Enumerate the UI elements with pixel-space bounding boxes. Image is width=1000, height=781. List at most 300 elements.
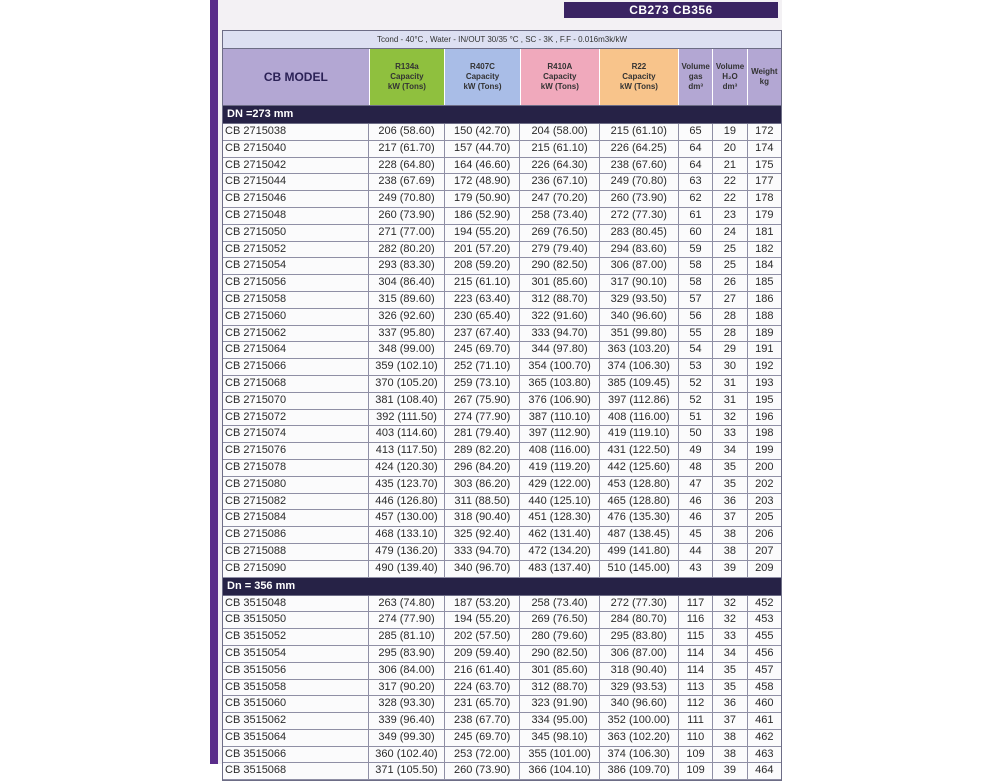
cell-volume-h2o: 21: [713, 158, 747, 174]
table-row: [223, 747, 781, 764]
cell-volume-h2o: 36: [713, 696, 747, 712]
cell-model: CB 2715074: [223, 426, 369, 442]
header-r22: R22 Capacity kW (Tons): [600, 49, 679, 105]
cell-r410a: 301 (85.60): [520, 275, 599, 291]
cell-r407c: 215 (61.10): [445, 275, 521, 291]
cell-r22: 363 (103.20): [600, 342, 679, 358]
cell-model: CB 2715090: [223, 561, 369, 577]
header-r410a: R410A Capacity kW (Tons): [521, 49, 600, 105]
cell-r134a: 403 (114.60): [369, 426, 445, 442]
cell-weight: 198: [755, 427, 774, 440]
table-row: [223, 158, 781, 175]
cell-r410a: 397 (112.90): [520, 426, 599, 442]
cell-r134a: 360 (102.40): [369, 747, 445, 763]
table-row: [223, 141, 781, 158]
cell-r407c: 267 (75.90): [445, 393, 521, 409]
cell-volume-gas: 46: [679, 494, 713, 510]
cell-r407c: 253 (72.00): [445, 747, 521, 763]
cell-volume-gas: 48: [679, 460, 713, 476]
cell-volume-h2o: 28: [713, 309, 747, 325]
cell-volume-gas: 112: [679, 696, 713, 712]
cell-r410a: 301 (85.60): [520, 663, 599, 679]
cell-r410a: 322 (91.60): [520, 309, 599, 325]
cell-r134a: 249 (70.80): [369, 191, 445, 207]
cell-volume-h2o: 38: [713, 730, 747, 746]
cell-volume-gas: 54: [679, 342, 713, 358]
table-row: [223, 696, 781, 713]
cell-volume-h2o: 39: [713, 763, 747, 779]
cell-r407c: 296 (84.20): [445, 460, 521, 476]
cell-volume-h2o: 33: [713, 426, 747, 442]
cell-volume-gas: 58: [679, 258, 713, 274]
cell-r22: 295 (83.80): [600, 629, 679, 645]
cell-volume-gas: 49: [679, 443, 713, 459]
header-volume-gas: Volume gas dm³: [679, 49, 713, 105]
cell-r407c: 157 (44.70): [445, 141, 521, 157]
cell-weight: 464: [755, 764, 774, 777]
cell-r410a: 247 (70.20): [520, 191, 599, 207]
cell-r134a: 328 (93.30): [369, 696, 445, 712]
cell-r410a: 204 (58.00): [520, 124, 599, 140]
cell-r134a: 457 (130.00): [369, 510, 445, 526]
cell-volume-h2o: 27: [713, 292, 747, 308]
cell-r410a: 451 (128.30): [520, 510, 599, 526]
cell-volume-gas: 63: [679, 174, 713, 190]
cell-weight: 185: [755, 276, 774, 289]
cell-volume-h2o: 35: [713, 477, 747, 493]
cell-r134a: 306 (84.00): [369, 663, 445, 679]
cell-weight: 193: [755, 376, 774, 389]
cell-model: CB 2715078: [223, 460, 369, 476]
cell-r134a: 371 (105.50): [369, 763, 445, 779]
cell-r22: 272 (77.30): [600, 596, 679, 612]
cell-volume-h2o: 22: [713, 174, 747, 190]
cell-r410a: 355 (101.00): [520, 747, 599, 763]
cell-weight: 461: [755, 714, 774, 727]
cell-weight: 200: [755, 460, 774, 473]
cell-r407c: 259 (73.10): [445, 376, 521, 392]
cell-r407c: 187 (53.20): [445, 596, 521, 612]
cell-weight: 453: [755, 613, 774, 626]
cell-r410a: 280 (79.60): [520, 629, 599, 645]
cell-r407c: 194 (55.20): [445, 225, 521, 241]
table-row: [223, 663, 781, 680]
cell-model: CB 2715066: [223, 359, 369, 375]
cell-volume-gas: 50: [679, 426, 713, 442]
cell-model: CB 3515066: [223, 747, 369, 763]
cell-r134a: 370 (105.20): [369, 376, 445, 392]
cell-volume-gas: 55: [679, 326, 713, 342]
cell-weight: 175: [755, 158, 774, 171]
cell-weight: 203: [755, 494, 774, 507]
table-row: [223, 326, 781, 343]
cell-r134a: 348 (99.00): [369, 342, 445, 358]
cell-volume-h2o: 34: [713, 443, 747, 459]
cell-volume-gas: 57: [679, 292, 713, 308]
cell-volume-h2o: 23: [713, 208, 747, 224]
cell-volume-h2o: 19: [713, 124, 747, 140]
cell-r407c: 252 (71.10): [445, 359, 521, 375]
table-row: [223, 680, 781, 697]
cell-r410a: 354 (100.70): [520, 359, 599, 375]
table-row: [223, 544, 781, 561]
cell-weight: 209: [755, 561, 774, 574]
cell-r22: 272 (77.30): [600, 208, 679, 224]
cell-r407c: 311 (88.50): [445, 494, 521, 510]
cell-r22: 363 (102.20): [600, 730, 679, 746]
cell-model: CB 2715054: [223, 258, 369, 274]
cell-weight: 206: [755, 528, 774, 541]
cell-model: CB 3515052: [223, 629, 369, 645]
cell-r407c: 289 (82.20): [445, 443, 521, 459]
table-row: [223, 275, 781, 292]
cell-volume-h2o: 20: [713, 141, 747, 157]
cell-volume-gas: 114: [679, 663, 713, 679]
cell-r407c: 281 (79.40): [445, 426, 521, 442]
cell-weight: 189: [755, 326, 774, 339]
cell-r134a: 274 (77.90): [369, 612, 445, 628]
cell-volume-h2o: 38: [713, 747, 747, 763]
table-row: [223, 242, 781, 259]
cell-r407c: 230 (65.40): [445, 309, 521, 325]
cell-model: CB 3515064: [223, 730, 369, 746]
cell-r134a: 282 (80.20): [369, 242, 445, 258]
cell-weight: 457: [755, 663, 774, 676]
cell-r22: 329 (93.50): [600, 292, 679, 308]
table-row: [223, 713, 781, 730]
cell-model: CB 2715080: [223, 477, 369, 493]
cell-r134a: 315 (89.60): [369, 292, 445, 308]
table-row: [223, 646, 781, 663]
table-row: [223, 376, 781, 393]
cell-r407c: 303 (86.20): [445, 477, 521, 493]
cell-weight: 202: [755, 477, 774, 490]
cell-r22: 419 (119.10): [600, 426, 679, 442]
cell-volume-gas: 52: [679, 393, 713, 409]
table-row: [223, 426, 781, 443]
cell-r22: 340 (96.60): [600, 696, 679, 712]
cell-weight: 458: [755, 680, 774, 693]
header-r134a: R134a Capacity kW (Tons): [370, 49, 446, 105]
cell-volume-gas: 52: [679, 376, 713, 392]
cell-volume-gas: 114: [679, 646, 713, 662]
cell-weight: 460: [755, 697, 774, 710]
cell-volume-h2o: 28: [713, 326, 747, 342]
cell-weight: 463: [755, 747, 774, 760]
cell-r407c: 208 (59.20): [445, 258, 521, 274]
cell-model: CB 2715084: [223, 510, 369, 526]
cell-r410a: 312 (88.70): [520, 292, 599, 308]
cell-volume-h2o: 38: [713, 544, 747, 560]
cell-r134a: 260 (73.90): [369, 208, 445, 224]
cell-r407c: 333 (94.70): [445, 544, 521, 560]
cell-r22: 453 (128.80): [600, 477, 679, 493]
cell-weight: 191: [755, 343, 774, 356]
cell-r22: 476 (135.30): [600, 510, 679, 526]
cell-volume-gas: 56: [679, 309, 713, 325]
cell-r410a: 344 (97.80): [520, 342, 599, 358]
cell-volume-h2o: 39: [713, 561, 747, 577]
cell-weight: 456: [755, 646, 774, 659]
cell-model: CB 2715086: [223, 527, 369, 543]
cell-volume-h2o: 33: [713, 629, 747, 645]
cell-r410a: 290 (82.50): [520, 258, 599, 274]
cell-r134a: 317 (90.20): [369, 680, 445, 696]
table-row: [223, 208, 781, 225]
cell-r410a: 440 (125.10): [520, 494, 599, 510]
table-row: [223, 596, 781, 613]
cell-weight: 179: [755, 208, 774, 221]
cell-model: CB 2715072: [223, 410, 369, 426]
cell-r410a: 290 (82.50): [520, 646, 599, 662]
cell-r407c: 245 (69.70): [445, 730, 521, 746]
table-row: [223, 393, 781, 410]
cell-r134a: 295 (83.90): [369, 646, 445, 662]
cell-r22: 317 (90.10): [600, 275, 679, 291]
table-row: [223, 527, 781, 544]
side-bar: [210, 0, 218, 764]
cell-model: CB 3515068: [223, 763, 369, 779]
cell-r410a: 365 (103.80): [520, 376, 599, 392]
cell-volume-gas: 47: [679, 477, 713, 493]
cell-r407c: 179 (50.90): [445, 191, 521, 207]
cell-volume-gas: 60: [679, 225, 713, 241]
cell-r410a: 312 (88.70): [520, 680, 599, 696]
cell-model: CB 2715056: [223, 275, 369, 291]
cell-volume-gas: 110: [679, 730, 713, 746]
cell-volume-gas: 59: [679, 242, 713, 258]
cell-volume-gas: 65: [679, 124, 713, 140]
cell-r410a: 483 (137.40): [520, 561, 599, 577]
cell-r134a: 446 (126.80): [369, 494, 445, 510]
cell-volume-h2o: 31: [713, 393, 747, 409]
cell-volume-h2o: 32: [713, 410, 747, 426]
cell-r410a: 387 (110.10): [520, 410, 599, 426]
cell-r407c: 186 (52.90): [445, 208, 521, 224]
cell-volume-gas: 61: [679, 208, 713, 224]
cell-volume-gas: 115: [679, 629, 713, 645]
cell-volume-gas: 113: [679, 680, 713, 696]
cell-r22: 510 (145.00): [600, 561, 679, 577]
cell-r22: 374 (106.30): [600, 747, 679, 763]
cell-weight: 195: [755, 393, 774, 406]
cell-r134a: 468 (133.10): [369, 527, 445, 543]
table-row: [223, 124, 781, 141]
cell-model: CB 3515050: [223, 612, 369, 628]
cell-volume-gas: 43: [679, 561, 713, 577]
cell-volume-h2o: 34: [713, 646, 747, 662]
cell-r134a: 206 (58.60): [369, 124, 445, 140]
cell-r407c: 202 (57.50): [445, 629, 521, 645]
cell-r134a: 271 (77.00): [369, 225, 445, 241]
cell-r407c: 318 (90.40): [445, 510, 521, 526]
cell-r410a: 215 (61.10): [520, 141, 599, 157]
cell-r410a: 366 (104.10): [520, 763, 599, 779]
cell-r22: 306 (87.00): [600, 646, 679, 662]
table-row: [223, 359, 781, 376]
cell-r22: 306 (87.00): [600, 258, 679, 274]
cell-model: CB 2715082: [223, 494, 369, 510]
table-row: [223, 460, 781, 477]
cell-r410a: 334 (95.00): [520, 713, 599, 729]
cell-volume-h2o: 37: [713, 510, 747, 526]
cell-r410a: 258 (73.40): [520, 208, 599, 224]
cell-r407c: 274 (77.90): [445, 410, 521, 426]
capacity-table: [222, 30, 782, 781]
table-row: [223, 763, 781, 780]
page-title: CB273 CB356: [564, 2, 778, 18]
cell-r410a: 376 (106.90): [520, 393, 599, 409]
cell-r134a: 413 (117.50): [369, 443, 445, 459]
cell-r410a: 429 (122.00): [520, 477, 599, 493]
cell-weight: 462: [755, 730, 774, 743]
cell-r407c: 340 (96.70): [445, 561, 521, 577]
cell-r22: 374 (106.30): [600, 359, 679, 375]
cell-r134a: 381 (108.40): [369, 393, 445, 409]
cell-r134a: 228 (64.80): [369, 158, 445, 174]
table-row: [223, 612, 781, 629]
cell-r410a: 408 (116.00): [520, 443, 599, 459]
cell-volume-gas: 44: [679, 544, 713, 560]
table-row: [223, 510, 781, 527]
header-r407c: R407C Capacity kW (Tons): [445, 49, 521, 105]
header-model: CB MODEL: [223, 49, 370, 105]
cell-volume-h2o: 25: [713, 258, 747, 274]
cell-r410a: 226 (64.30): [520, 158, 599, 174]
cell-volume-h2o: 24: [713, 225, 747, 241]
cell-volume-gas: 117: [679, 596, 713, 612]
cell-weight: 196: [755, 410, 774, 423]
table-header: [223, 49, 781, 106]
cell-r410a: 269 (76.50): [520, 612, 599, 628]
cell-r22: 318 (90.40): [600, 663, 679, 679]
cell-r410a: 279 (79.40): [520, 242, 599, 258]
cell-r22: 294 (83.60): [600, 242, 679, 258]
cell-weight: 455: [755, 630, 774, 643]
cell-r22: 340 (96.60): [600, 309, 679, 325]
cell-r407c: 231 (65.70): [445, 696, 521, 712]
section-header: DN =273 mm: [223, 106, 781, 124]
cell-volume-h2o: 29: [713, 342, 747, 358]
cell-r407c: 194 (55.20): [445, 612, 521, 628]
header-weight: Weight kg: [748, 49, 781, 105]
cell-r22: 329 (93.53): [600, 680, 679, 696]
table-row: [223, 561, 781, 578]
cell-volume-gas: 58: [679, 275, 713, 291]
cell-r22: 260 (73.90): [600, 191, 679, 207]
cell-weight: 177: [755, 175, 774, 188]
cell-volume-gas: 51: [679, 410, 713, 426]
cell-r22: 283 (80.45): [600, 225, 679, 241]
table-body: [223, 106, 781, 780]
cell-r410a: 462 (131.40): [520, 527, 599, 543]
cell-volume-gas: 109: [679, 747, 713, 763]
cell-r22: 238 (67.60): [600, 158, 679, 174]
cell-volume-h2o: 31: [713, 376, 747, 392]
cell-volume-h2o: 38: [713, 527, 747, 543]
cell-r410a: 419 (119.20): [520, 460, 599, 476]
cell-volume-h2o: 25: [713, 242, 747, 258]
table-row: [223, 191, 781, 208]
cell-r22: 408 (116.00): [600, 410, 679, 426]
cell-r407c: 325 (92.40): [445, 527, 521, 543]
cell-r134a: 424 (120.30): [369, 460, 445, 476]
cell-r134a: 304 (86.40): [369, 275, 445, 291]
cell-r407c: 216 (61.40): [445, 663, 521, 679]
table-row: [223, 629, 781, 646]
cell-r134a: 293 (83.30): [369, 258, 445, 274]
cell-volume-gas: 64: [679, 158, 713, 174]
cell-r407c: 224 (63.70): [445, 680, 521, 696]
cell-model: CB 2715052: [223, 242, 369, 258]
table-row: [223, 477, 781, 494]
cell-r134a: 337 (95.80): [369, 326, 445, 342]
table-row: [223, 225, 781, 242]
table-row: [223, 410, 781, 427]
cell-r410a: 345 (98.10): [520, 730, 599, 746]
table-row: [223, 258, 781, 275]
cell-r134a: 285 (81.10): [369, 629, 445, 645]
cell-volume-gas: 46: [679, 510, 713, 526]
cell-volume-h2o: 37: [713, 713, 747, 729]
cell-weight: 205: [755, 511, 774, 524]
section-header: Dn = 356 mm: [223, 578, 781, 596]
cell-r134a: 326 (92.60): [369, 309, 445, 325]
cell-r134a: 238 (67.69): [369, 174, 445, 190]
cell-r410a: 236 (67.10): [520, 174, 599, 190]
cell-volume-h2o: 30: [713, 359, 747, 375]
cell-volume-gas: 109: [679, 763, 713, 779]
cell-model: CB 3515056: [223, 663, 369, 679]
cell-weight: 178: [755, 192, 774, 205]
cell-model: CB 2715060: [223, 309, 369, 325]
conditions-note: Tcond - 40°C , Water - IN/OUT 30/35 °C , SC - 3K , F.F - 0.016m3k/kW: [223, 31, 781, 49]
cell-volume-h2o: 32: [713, 612, 747, 628]
cell-model: CB 2715046: [223, 191, 369, 207]
cell-r407c: 245 (69.70): [445, 342, 521, 358]
cell-r22: 431 (122.50): [600, 443, 679, 459]
cell-volume-h2o: 35: [713, 663, 747, 679]
cell-model: CB 2715062: [223, 326, 369, 342]
cell-model: CB 3515058: [223, 680, 369, 696]
cell-r22: 226 (64.25): [600, 141, 679, 157]
cell-volume-gas: 116: [679, 612, 713, 628]
table-row: [223, 443, 781, 460]
cell-r407c: 238 (67.70): [445, 713, 521, 729]
table-row: [223, 309, 781, 326]
cell-r407c: 201 (57.20): [445, 242, 521, 258]
cell-r22: 385 (109.45): [600, 376, 679, 392]
cell-r134a: 217 (61.70): [369, 141, 445, 157]
cell-r134a: 349 (99.30): [369, 730, 445, 746]
cell-r407c: 209 (59.40): [445, 646, 521, 662]
cell-model: CB 2715088: [223, 544, 369, 560]
cell-r22: 386 (109.70): [600, 763, 679, 779]
cell-r407c: 150 (42.70): [445, 124, 521, 140]
cell-model: CB 2715070: [223, 393, 369, 409]
cell-weight: 207: [755, 544, 774, 557]
cell-model: CB 2715076: [223, 443, 369, 459]
cell-r410a: 269 (76.50): [520, 225, 599, 241]
cell-r407c: 164 (46.60): [445, 158, 521, 174]
cell-r22: 215 (61.10): [600, 124, 679, 140]
cell-r22: 351 (99.80): [600, 326, 679, 342]
cell-weight: 181: [755, 225, 774, 238]
cell-weight: 199: [755, 444, 774, 457]
cell-weight: 188: [755, 309, 774, 322]
cell-r22: 284 (80.70): [600, 612, 679, 628]
cell-volume-h2o: 22: [713, 191, 747, 207]
